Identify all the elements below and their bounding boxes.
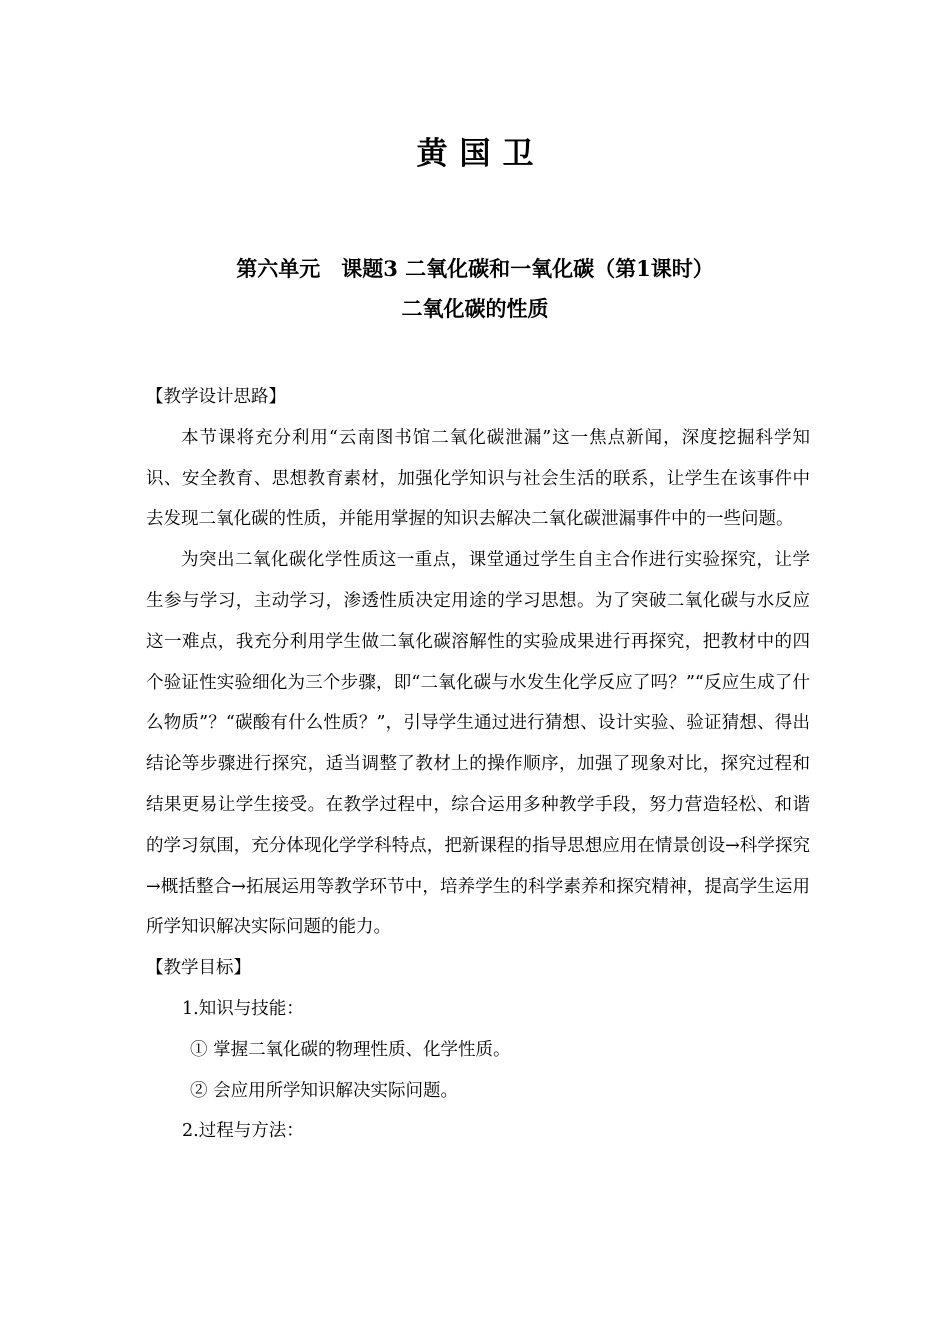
design-heading: 【教学设计思路】: [146, 387, 286, 407]
objective-item-process: 2.过程与方法：: [182, 1121, 304, 1142]
objective-subitem-2: ② 会应用所学知识解决实际问题。: [190, 1080, 459, 1101]
objective-item-knowledge: 1.知识与技能：: [182, 998, 304, 1019]
lesson-subtitle: 二氧化碳的性质: [401, 296, 549, 321]
objective-subitem-1: ① 掌握二氧化碳的物理性质、化学性质。: [190, 1039, 511, 1060]
design-paragraph-1: 本节课将充分利用“云南图书馆二氧化碳泄漏”这一焦点新闻，深度挖掘科学知识、安全教育、思想教育素材，加强化学知识与社会生活的联系，让学生在该事件中去发现二氧化碳的性质，并能用掌握的知识去解决二氧化碳泄漏事件中的一些问题。: [146, 427, 810, 530]
author-name: 黄国卫: [416, 136, 546, 172]
document-body: [146, 377, 810, 1152]
design-paragraph-2: 为突出二氧化碳化学性质这一重点，课堂通过学生自主合作进行实验探究，让学生参与学习，主动学习，渗透性质决定用途的学习思想。为了突破二氧化碳与水反应这一难点，我充分利用学生做二氧化碳溶解性的实验成果进行再探究，把教材中的四个验证性实验细化为三个步骤，即“二氧化碳与水发生化学反应了吗？”“反应生成了什么物质”？“碳酸有什么性质？”，引导学生通过进行猜想、设计实验、验证猜想、得出结论等步骤进行探究，适当调整了教材上的操作顺序，加强了现象对比，探究过程和结果更易让学生接受。在教学过程中，综合运用多种教学手段，努力营造轻松、和谐的学习氛围，充分体现化学学科特点，把新课程的指导思想应用在情景创设→科学探究→概括整合→拓展运用等教学环节中，培养学生的科学素养和探究精神，提高学生运用所学知识解决实际问题的能力。: [146, 550, 810, 938]
lesson-title: 第六单元 课题3 二氧化碳和一氧化碳（第1课时）: [236, 256, 714, 281]
objectives-heading: 【教学目标】: [146, 958, 251, 979]
